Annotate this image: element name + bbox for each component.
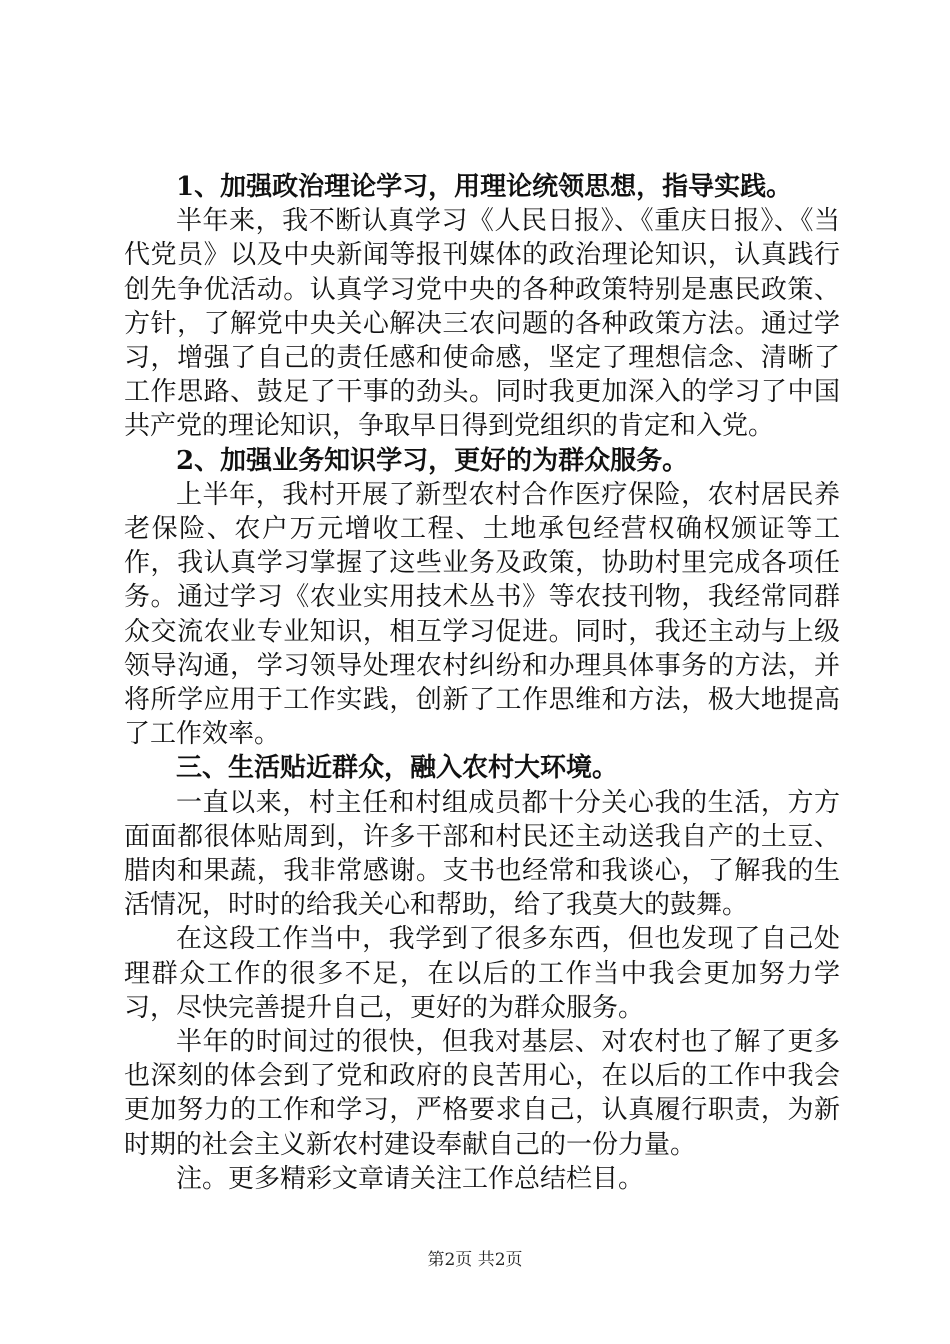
body-paragraph: 一直以来，村主任和村组成员都十分关心我的生活，方方面面都很体贴周到，许多干部和村民还主动送我自产的土豆、腊肉和果蔬，我非常感谢。支书也经常和我谈心，了解我的生活情况，时时的给我关心和帮助，给了我莫大的鼓舞。 — [124, 787, 840, 921]
body-paragraph: 半年来，我不断认真学习《人民日报》、《重庆日报》、《当代党员》以及中央新闻等报刊媒体的政治理论知识，认真践行创先争优活动。认真学习党中央的各种政策特别是惠民政策、方针，了解党中央关心解决三农问题的各种政策方法。通过学习，增强了自己的责任感和使命感，坚定了理想信念、清晰了工作思路、鼓足了干事的劲头。同时我更加深入的学习了中国共产党的理论知识，争取早日得到党组织的肯定和入党。 — [124, 206, 840, 442]
body-paragraph: 半年的时间过的很快，但我对基层、对农村也了解了更多也深刻的体会到了党和政府的良苦用心，在以后的工作中我会更加努力的工作和学习，严格要求自己，认真履行职责，为新时期的社会主义新农村建设奉献自己的一份力量。 — [124, 1027, 840, 1160]
section-heading: 1、加强政治理论学习，用理论统领思想，指导实践。 — [176, 172, 793, 202]
page-number: 第2页 共2页 — [427, 1250, 523, 1270]
document-body — [124, 170, 840, 1196]
body-paragraph: 在这段工作当中，我学到了很多东西，但也发现了自己处理群众工作的很多不足，在以后的工作当中我会更加努力学习，尽快完善提升自己，更好的为群众服务。 — [124, 924, 840, 1023]
note-paragraph: 注。更多精彩文章请关注工作总结栏目。 — [176, 1163, 645, 1194]
section-heading: 2、加强业务知识学习，更好的为群众服务。 — [176, 445, 689, 476]
section-heading: 三、生活贴近群众，融入农村大环境。 — [176, 753, 619, 784]
body-paragraph: 上半年，我村开展了新型农村合作医疗保险，农村居民养老保险、农户万元增收工程、土地承包经营权确权颁证等工作，我认真学习掌握了这些业务及政策，协助村里完成各项任务。通过学习《农业实用技术丛书》等农技刊物，我经常同群众交流农业专业知识，相互学习促进。同时，我还主动与上级领导沟通，学习领导处理农村纠纷和办理具体事务的方法，并将所学应用于工作实践，创新了工作思维和方法，极大地提高了工作效率。 — [124, 479, 840, 750]
